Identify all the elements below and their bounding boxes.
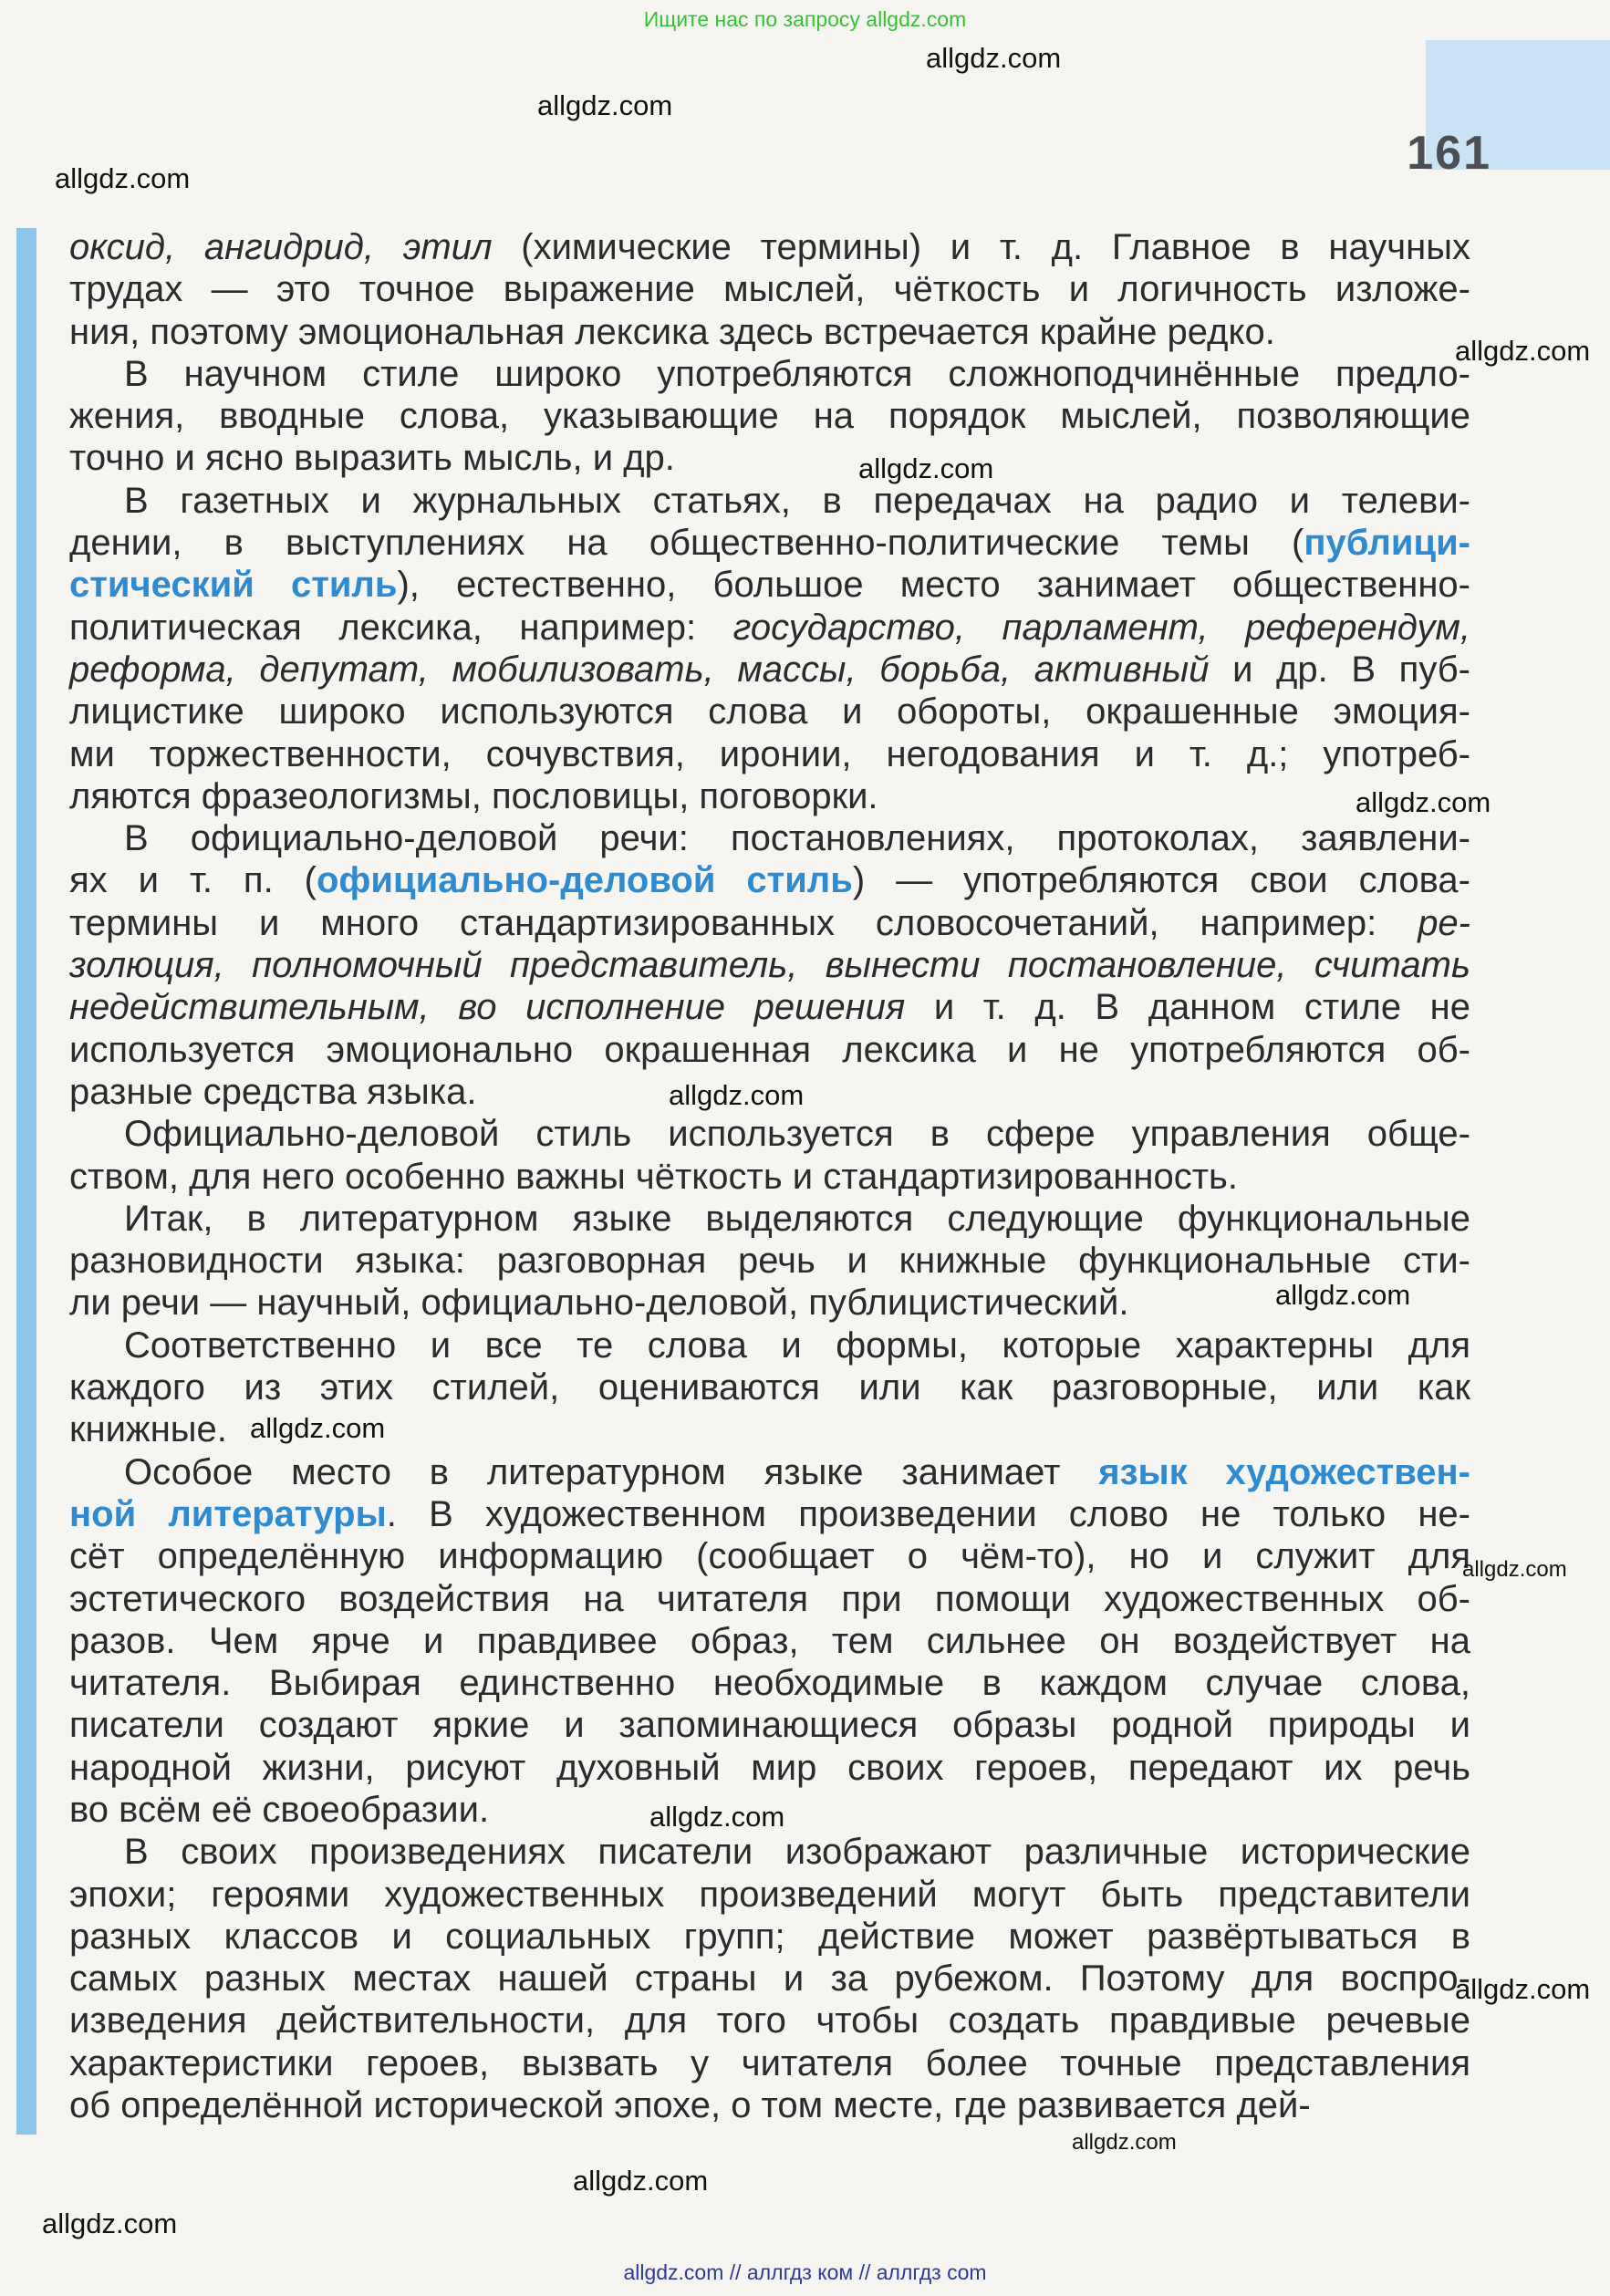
top-banner: Ищите нас по запросу allgdz.com — [643, 7, 967, 31]
text-line — [69, 902, 1470, 944]
text-run: ния, поэтому эмоциональная лексика здесь встречается крайне редко. — [69, 311, 1275, 352]
text-run: ством, для него особенно важны чёткость и стандартизированность. — [69, 1156, 1238, 1197]
watermark: allgdz.com — [42, 2208, 178, 2239]
text-line — [69, 1916, 1470, 1958]
watermark: allgdz.com — [250, 1412, 386, 1444]
text-run: об определённой исторической эпохе, о том месте, где развивается дей- — [69, 2085, 1311, 2126]
text-line — [69, 1662, 1470, 1704]
text-run: сёт определённую информацию (сообщает о чём-то), но и служит для — [69, 1536, 1470, 1577]
text-run: Официально-деловой стиль используется в сфере управления обще- — [124, 1114, 1470, 1155]
text-run: эпохи; героями художественных произведений могут быть представители — [69, 1874, 1470, 1915]
text-line — [69, 480, 1470, 522]
text-run: Итак, в литературном языке выделяются следующие функциональные — [124, 1198, 1470, 1239]
text-line — [69, 859, 1470, 901]
watermark: allgdz.com — [1275, 1279, 1411, 1311]
text-run: разные средства языка. — [69, 1071, 477, 1112]
highlighted-term: стический стиль — [69, 565, 398, 606]
text-line — [69, 1451, 1470, 1493]
italic-example: реформа, депутат, мобилизовать, массы, борьба, активный — [69, 649, 1210, 690]
text-line — [69, 1156, 1470, 1198]
text-run: изведения действительности, для того чтобы создать правдивые речевые — [69, 2000, 1470, 2041]
text-body — [69, 226, 1470, 2126]
text-run: . В художественном произведении слово не только не- — [386, 1493, 1470, 1534]
text-line — [69, 1493, 1470, 1535]
text-run: (химические термины) и т. д. Главное в научных — [492, 227, 1470, 267]
text-run: дении, в выступлениях на общественно-политические темы ( — [69, 523, 1304, 564]
text-run: Соответственно и все те слова и формы, которые характерны для — [124, 1325, 1470, 1366]
italic-example: ре- — [1418, 902, 1470, 943]
page-number: 161 — [1407, 127, 1491, 180]
text-run: самых разных местах нашей страны и за рубежом. Поэтому для воспро- — [69, 1958, 1470, 2000]
text-run: разновидности языка: разговорная речь и книжные функциональные сти- — [69, 1241, 1470, 1282]
watermark: allgdz.com — [926, 42, 1062, 74]
watermark: allgdz.com — [55, 162, 191, 194]
highlighted-term: официально-деловой стиль — [317, 860, 853, 901]
watermark: allgdz.com — [669, 1079, 805, 1111]
text-line — [69, 817, 1470, 859]
text-line — [69, 353, 1470, 395]
text-line — [69, 1240, 1470, 1282]
watermark: allgdz.com — [1455, 1973, 1591, 2005]
text-run: и др. В пуб- — [1209, 649, 1470, 690]
text-line — [69, 649, 1470, 691]
text-run: ), естественно, большое место занимает общественно- — [397, 565, 1470, 606]
text-run: ях и т. п. ( — [69, 860, 317, 901]
text-line — [69, 1029, 1470, 1071]
highlighted-term: публици- — [1304, 523, 1470, 564]
text-run: каждого из этих стилей, оцениваются или как разговорные, или как — [69, 1367, 1470, 1408]
text-line — [69, 1704, 1470, 1746]
text-run: политическая лексика, например: — [69, 607, 733, 648]
text-run: жения, вводные слова, указывающие на порядок мыслей, позволяющие — [69, 396, 1470, 437]
watermark: allgdz.com — [1072, 2130, 1177, 2155]
text-line — [69, 691, 1470, 732]
italic-example: государство, парламент, референдум, — [732, 607, 1470, 648]
text-run: трудах — это точное выражение мыслей, чёткость и логичность изложе- — [69, 269, 1470, 310]
text-line — [69, 1620, 1470, 1662]
text-run: книжные. — [69, 1409, 227, 1450]
watermark: allgdz.com — [1356, 786, 1491, 818]
text-line — [69, 1198, 1470, 1240]
text-line — [69, 311, 1470, 353]
highlighted-term: ной литературы — [69, 1493, 387, 1534]
text-run: ) — употребляются свои слова- — [852, 860, 1470, 901]
text-line — [69, 1958, 1470, 2000]
text-run: термины и много стандартизированных словосочетаний, например: — [69, 902, 1418, 943]
text-run: В научном стиле широко употребляются сложноподчинённые предло- — [124, 353, 1470, 394]
watermark: allgdz.com — [858, 452, 994, 484]
footer-links: allgdz.com // аллгдз ком // аллгдз com — [623, 2260, 987, 2284]
watermark: allgdz.com — [1455, 335, 1591, 367]
text-run: характеристики героев, вызвать у читателя более точные представления — [69, 2042, 1470, 2083]
text-line — [69, 1325, 1470, 1366]
text-run: В газетных и журнальных статьях, в передачах на радио и телеви- — [124, 480, 1470, 521]
watermark: allgdz.com — [649, 1801, 785, 1833]
text-line — [69, 1366, 1470, 1408]
text-line — [69, 1874, 1470, 1916]
text-line — [69, 1113, 1470, 1155]
text-line — [69, 1747, 1470, 1789]
text-line — [69, 395, 1470, 437]
text-line — [69, 1831, 1470, 1873]
margin-bar — [16, 228, 36, 2135]
text-run: читателя. Выбирая единственно необходимые в каждом случае слова, — [69, 1663, 1470, 1704]
text-line — [69, 1578, 1470, 1620]
text-line — [69, 944, 1470, 986]
text-line — [69, 522, 1470, 564]
text-line — [69, 775, 1470, 817]
text-run: лицистике широко используются слова и обороты, окрашенные эмоция- — [69, 691, 1470, 732]
text-run: ли речи — научный, официально-деловой, публицистический. — [69, 1283, 1129, 1324]
text-run: используется эмоционально окрашенная лексика и не употребляются об- — [69, 1029, 1470, 1070]
text-run: и т. д. В данном стиле не — [905, 987, 1471, 1028]
text-run: В своих произведениях писатели изображают различные исторические — [124, 1832, 1470, 1873]
text-run: народной жизни, рисуют духовный мир своих героев, передают их речь — [69, 1747, 1470, 1788]
text-run: разов. Чем ярче и правдивее образ, тем сильнее он воздействует на — [69, 1620, 1470, 1661]
italic-example: оксид, ангидрид, этил — [69, 227, 493, 267]
text-line — [69, 268, 1470, 310]
highlighted-term: язык художествен- — [1098, 1451, 1470, 1492]
text-line — [69, 986, 1470, 1028]
text-line — [69, 1535, 1470, 1577]
italic-example: недействительным, во исполнение решения — [69, 987, 906, 1028]
italic-example: золюция, полномочный представитель, вынести постановление, считать — [69, 945, 1470, 986]
watermark: allgdz.com — [537, 89, 673, 121]
text-line — [69, 564, 1470, 606]
text-line — [69, 2084, 1470, 2126]
text-run: эстетического воздействия на читателя при помощи художественных об- — [69, 1578, 1470, 1619]
watermark: allgdz.com — [1462, 1557, 1567, 1582]
text-line — [69, 733, 1470, 775]
text-run: точно и ясно выразить мысль, и др. — [69, 438, 675, 479]
text-line — [69, 2042, 1470, 2084]
text-line — [69, 2000, 1470, 2041]
text-line — [69, 226, 1470, 268]
text-line — [69, 607, 1470, 649]
text-line — [69, 437, 1470, 479]
text-line — [69, 1282, 1470, 1324]
watermark: allgdz.com — [573, 2165, 709, 2197]
text-run: Особое место в литературном языке занимает — [124, 1451, 1099, 1492]
text-run: писатели создают яркие и запоминающиеся образы родной природы и — [69, 1705, 1470, 1746]
text-run: В официально-деловой речи: постановлениях, протоколах, заявлени- — [124, 818, 1470, 859]
text-run: ми торжественности, сочувствия, иронии, негодования и т. д.; употреб- — [69, 733, 1470, 774]
text-run: во всём её своеобразии. — [69, 1789, 490, 1830]
text-run: ляются фразеологизмы, пословицы, поговорки. — [69, 775, 878, 816]
text-run: разных классов и социальных групп; действие может развёртываться в — [69, 1916, 1470, 1957]
